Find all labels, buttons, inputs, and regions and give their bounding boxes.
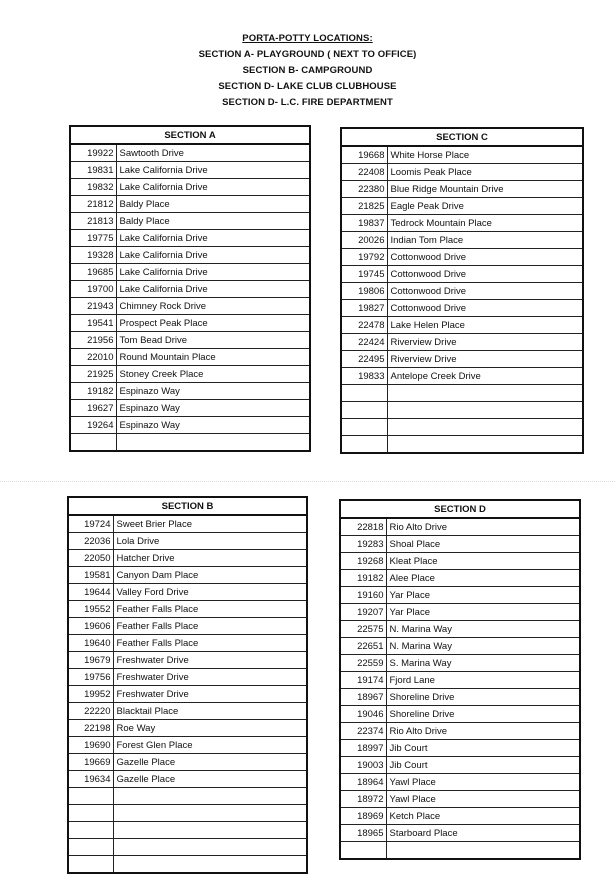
table-row	[68, 652, 307, 669]
house-number-cell: 19775	[70, 230, 116, 247]
house-number-cell: 22036	[68, 533, 113, 550]
house-number-cell: 20026	[341, 232, 387, 249]
house-number-cell: 19174	[340, 672, 386, 689]
street-name-cell	[113, 805, 307, 822]
house-number-cell: 19264	[70, 417, 116, 434]
house-number-cell: 22559	[340, 655, 386, 672]
table-row	[341, 164, 583, 181]
table-row	[68, 686, 307, 703]
street-name-cell: Yar Place	[386, 587, 580, 604]
table-row	[341, 249, 583, 266]
table-row	[340, 808, 580, 825]
street-name-cell: Tedrock Mountain Place	[387, 215, 583, 232]
house-number-cell	[340, 842, 386, 860]
street-name-cell	[387, 436, 583, 454]
street-name-cell: Lake California Drive	[116, 264, 310, 281]
house-number-cell: 19745	[341, 266, 387, 283]
house-number-cell: 19541	[70, 315, 116, 332]
table-row	[70, 383, 310, 400]
table-row	[340, 723, 580, 740]
table-row	[340, 825, 580, 842]
house-number-cell: 19685	[70, 264, 116, 281]
house-number-cell: 19827	[341, 300, 387, 317]
table-row	[68, 788, 307, 805]
house-number-cell: 19003	[340, 757, 386, 774]
table-row	[70, 298, 310, 315]
house-number-cell	[341, 385, 387, 402]
house-number-cell: 18972	[340, 791, 386, 808]
table-row	[70, 264, 310, 281]
table-row	[340, 621, 580, 638]
table-row	[340, 740, 580, 757]
street-name-cell: Shoreline Drive	[386, 689, 580, 706]
street-name-cell: N. Marina Way	[386, 638, 580, 655]
table-row	[70, 247, 310, 264]
table-row	[68, 822, 307, 839]
table-row	[68, 839, 307, 856]
street-name-cell: Freshwater Drive	[113, 652, 307, 669]
street-name-cell: Cottonwood Drive	[387, 283, 583, 300]
house-number-cell: 19182	[70, 383, 116, 400]
house-number-cell	[68, 822, 113, 839]
table-row	[341, 266, 583, 283]
table-row	[341, 368, 583, 385]
street-name-cell: Feather Falls Place	[113, 618, 307, 635]
street-name-cell: Gazelle Place	[113, 771, 307, 788]
house-number-cell: 22374	[340, 723, 386, 740]
table-row	[68, 771, 307, 788]
house-number-cell: 19268	[340, 553, 386, 570]
house-number-cell: 19640	[68, 635, 113, 652]
house-number-cell: 19792	[341, 249, 387, 266]
street-name-cell: Canyon Dam Place	[113, 567, 307, 584]
street-name-cell: Ketch Place	[386, 808, 580, 825]
table-row	[68, 584, 307, 601]
house-number-cell: 19690	[68, 737, 113, 754]
legend-line-section-d-fire-dept: SECTION D- L.C. FIRE DEPARTMENT	[222, 97, 393, 108]
table-row	[70, 349, 310, 366]
street-name-cell: Forest Glen Place	[113, 737, 307, 754]
street-name-cell	[387, 419, 583, 436]
house-number-cell: 19922	[70, 144, 116, 162]
street-name-cell: Yawl Place	[386, 791, 580, 808]
table-row	[68, 669, 307, 686]
table-row	[68, 754, 307, 771]
street-name-cell: Sawtooth Drive	[116, 144, 310, 162]
table-row	[340, 587, 580, 604]
table-row	[340, 604, 580, 621]
house-number-cell: 22495	[341, 351, 387, 368]
house-number-cell: 19328	[70, 247, 116, 264]
street-name-cell: Lake California Drive	[116, 230, 310, 247]
house-number-cell	[68, 839, 113, 856]
house-number-cell: 21925	[70, 366, 116, 383]
house-number-cell: 19952	[68, 686, 113, 703]
table-row	[68, 805, 307, 822]
house-number-cell: 21943	[70, 298, 116, 315]
house-number-cell: 21825	[341, 198, 387, 215]
section-c-title: SECTION C	[341, 128, 583, 146]
street-name-cell: Eagle Peak Drive	[387, 198, 583, 215]
table-row	[341, 232, 583, 249]
table-row	[340, 791, 580, 808]
table-row	[70, 179, 310, 196]
table-row	[68, 703, 307, 720]
table-row	[70, 434, 310, 452]
house-number-cell: 18967	[340, 689, 386, 706]
street-name-cell	[113, 788, 307, 805]
street-name-cell: Blue Ridge Mountain Drive	[387, 181, 583, 198]
house-number-cell: 21956	[70, 332, 116, 349]
table-row	[341, 283, 583, 300]
street-name-cell: Cottonwood Drive	[387, 266, 583, 283]
house-number-cell: 19634	[68, 771, 113, 788]
table-row	[340, 655, 580, 672]
house-number-cell: 19837	[341, 215, 387, 232]
street-name-cell: Cottonwood Drive	[387, 300, 583, 317]
section-d-title: SECTION D	[340, 500, 580, 518]
house-number-cell: 22408	[341, 164, 387, 181]
street-name-cell: Kleat Place	[386, 553, 580, 570]
table-row	[68, 567, 307, 584]
house-number-cell	[341, 402, 387, 419]
house-number-cell: 19832	[70, 179, 116, 196]
table-row	[68, 601, 307, 618]
street-name-cell: Riverview Drive	[387, 334, 583, 351]
house-number-cell: 19046	[340, 706, 386, 723]
legend-line-section-a: SECTION A- PLAYGROUND ( NEXT TO OFFICE)	[198, 49, 417, 60]
table-row	[70, 230, 310, 247]
house-number-cell: 22050	[68, 550, 113, 567]
table-row	[70, 144, 310, 162]
house-number-cell	[70, 434, 116, 452]
street-name-cell: Baldy Place	[116, 213, 310, 230]
street-name-cell: Rio Alto Drive	[386, 518, 580, 536]
table-row	[70, 213, 310, 230]
house-number-cell: 19644	[68, 584, 113, 601]
table-row	[341, 146, 583, 164]
house-number-cell: 22220	[68, 703, 113, 720]
street-name-cell: Riverview Drive	[387, 351, 583, 368]
house-number-cell: 19182	[340, 570, 386, 587]
house-number-cell	[68, 856, 113, 874]
table-row	[341, 436, 583, 454]
document-header	[0, 31, 615, 111]
table-row	[70, 417, 310, 434]
table-row	[68, 550, 307, 567]
house-number-cell: 22651	[340, 638, 386, 655]
street-name-cell	[113, 822, 307, 839]
street-name-cell: Jib Court	[386, 757, 580, 774]
street-name-cell: Round Mountain Place	[116, 349, 310, 366]
house-number-cell: 19581	[68, 567, 113, 584]
house-number-cell: 22424	[341, 334, 387, 351]
street-name-cell: Antelope Creek Drive	[387, 368, 583, 385]
street-name-cell: Lake California Drive	[116, 281, 310, 298]
scan-artifact-line	[0, 481, 615, 482]
house-number-cell: 18964	[340, 774, 386, 791]
table-row	[68, 515, 307, 533]
table-row	[68, 720, 307, 737]
street-name-cell: Gazelle Place	[113, 754, 307, 771]
table-row	[341, 300, 583, 317]
table-row	[340, 518, 580, 536]
table-row	[340, 774, 580, 791]
table-row	[341, 181, 583, 198]
house-number-cell: 19160	[340, 587, 386, 604]
section-d-table	[339, 499, 581, 860]
street-name-cell: Tom Bead Drive	[116, 332, 310, 349]
house-number-cell: 22575	[340, 621, 386, 638]
table-row	[70, 281, 310, 298]
table-row	[68, 533, 307, 550]
house-number-cell: 19833	[341, 368, 387, 385]
table-row	[340, 842, 580, 860]
house-number-cell: 21812	[70, 196, 116, 213]
table-row	[340, 570, 580, 587]
house-number-cell: 19806	[341, 283, 387, 300]
house-number-cell: 22478	[341, 317, 387, 334]
house-number-cell: 22198	[68, 720, 113, 737]
house-number-cell: 22380	[341, 181, 387, 198]
table-row	[341, 334, 583, 351]
table-row	[70, 315, 310, 332]
street-name-cell: Feather Falls Place	[113, 635, 307, 652]
street-name-cell: Lake California Drive	[116, 179, 310, 196]
table-row	[68, 856, 307, 874]
street-name-cell: Lake California Drive	[116, 162, 310, 179]
street-name-cell	[387, 402, 583, 419]
house-number-cell: 19831	[70, 162, 116, 179]
street-name-cell: Sweet Brier Place	[113, 515, 307, 533]
street-name-cell: Shoreline Drive	[386, 706, 580, 723]
table-row	[70, 196, 310, 213]
street-name-cell: Espinazo Way	[116, 400, 310, 417]
table-row	[340, 706, 580, 723]
section-a-table	[69, 125, 311, 452]
table-row	[70, 162, 310, 179]
legend-line-section-d-clubhouse: SECTION D- LAKE CLUB CLUBHOUSE	[218, 81, 397, 92]
table-row	[340, 689, 580, 706]
house-number-cell: 19679	[68, 652, 113, 669]
street-name-cell: Loomis Peak Place	[387, 164, 583, 181]
house-number-cell	[68, 788, 113, 805]
house-number-cell: 22818	[340, 518, 386, 536]
house-number-cell	[341, 436, 387, 454]
house-number-cell: 19627	[70, 400, 116, 417]
table-row	[341, 215, 583, 232]
street-name-cell: Rio Alto Drive	[386, 723, 580, 740]
street-name-cell: Lake California Drive	[116, 247, 310, 264]
table-row	[341, 385, 583, 402]
house-number-cell: 21813	[70, 213, 116, 230]
house-number-cell: 18965	[340, 825, 386, 842]
street-name-cell: Freshwater Drive	[113, 669, 307, 686]
table-row	[340, 536, 580, 553]
table-row	[340, 672, 580, 689]
street-name-cell: Indian Tom Place	[387, 232, 583, 249]
table-row	[70, 400, 310, 417]
street-name-cell: Shoal Place	[386, 536, 580, 553]
street-name-cell: Espinazo Way	[116, 383, 310, 400]
table-row	[70, 366, 310, 383]
table-row	[68, 635, 307, 652]
street-name-cell: White Horse Place	[387, 146, 583, 164]
street-name-cell: Espinazo Way	[116, 417, 310, 434]
house-number-cell: 19724	[68, 515, 113, 533]
street-name-cell: Lola Drive	[113, 533, 307, 550]
street-name-cell: Fjord Lane	[386, 672, 580, 689]
street-name-cell: Cottonwood Drive	[387, 249, 583, 266]
table-row	[341, 402, 583, 419]
street-name-cell	[116, 434, 310, 452]
house-number-cell: 18997	[340, 740, 386, 757]
street-name-cell: Starboard Place	[386, 825, 580, 842]
street-name-cell	[386, 842, 580, 860]
street-name-cell: Blacktail Place	[113, 703, 307, 720]
table-row	[340, 638, 580, 655]
house-number-cell: 19283	[340, 536, 386, 553]
table-row	[68, 618, 307, 635]
house-number-cell: 19669	[68, 754, 113, 771]
street-name-cell: Roe Way	[113, 720, 307, 737]
street-name-cell: S. Marina Way	[386, 655, 580, 672]
street-name-cell: Hatcher Drive	[113, 550, 307, 567]
street-name-cell: Stoney Creek Place	[116, 366, 310, 383]
street-name-cell: Yar Place	[386, 604, 580, 621]
table-row	[341, 198, 583, 215]
street-name-cell: Yawl Place	[386, 774, 580, 791]
house-number-cell: 19756	[68, 669, 113, 686]
section-b-table	[67, 496, 308, 874]
house-number-cell: 19552	[68, 601, 113, 618]
table-row	[341, 419, 583, 436]
section-c-table	[340, 127, 584, 454]
street-name-cell: Feather Falls Place	[113, 601, 307, 618]
street-name-cell: N. Marina Way	[386, 621, 580, 638]
street-name-cell: Alee Place	[386, 570, 580, 587]
table-row	[341, 317, 583, 334]
house-number-cell: 19668	[341, 146, 387, 164]
table-row	[68, 737, 307, 754]
house-number-cell	[341, 419, 387, 436]
house-number-cell: 19700	[70, 281, 116, 298]
street-name-cell: Baldy Place	[116, 196, 310, 213]
street-name-cell	[113, 856, 307, 874]
table-row	[70, 332, 310, 349]
house-number-cell	[68, 805, 113, 822]
house-number-cell: 19207	[340, 604, 386, 621]
section-a-title: SECTION A	[70, 126, 310, 144]
street-name-cell	[387, 385, 583, 402]
street-name-cell: Chimney Rock Drive	[116, 298, 310, 315]
section-b-title: SECTION B	[68, 497, 307, 515]
street-name-cell: Jib Court	[386, 740, 580, 757]
table-row	[341, 351, 583, 368]
street-name-cell: Freshwater Drive	[113, 686, 307, 703]
table-row	[340, 757, 580, 774]
house-number-cell: 18969	[340, 808, 386, 825]
house-number-cell: 22010	[70, 349, 116, 366]
street-name-cell: Lake Helen Place	[387, 317, 583, 334]
table-row	[340, 553, 580, 570]
house-number-cell: 19606	[68, 618, 113, 635]
document-title: PORTA-POTTY LOCATIONS:	[242, 33, 373, 44]
street-name-cell: Prospect Peak Place	[116, 315, 310, 332]
legend-line-section-b: SECTION B- CAMPGROUND	[242, 65, 373, 76]
street-name-cell	[113, 839, 307, 856]
street-name-cell: Valley Ford Drive	[113, 584, 307, 601]
